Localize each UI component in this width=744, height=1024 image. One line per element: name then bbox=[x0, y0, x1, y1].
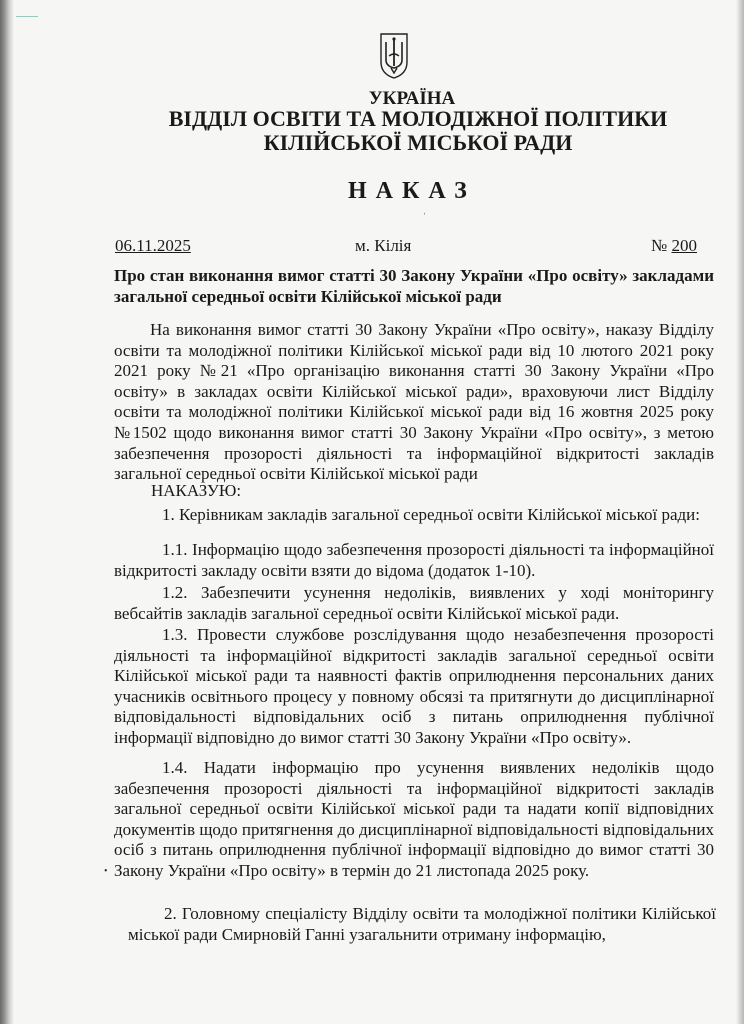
department-heading-line2: КІЛІЙСЬКОЇ МІСЬКОЇ РАДИ bbox=[263, 130, 573, 155]
order-item-1-3: 1.3. Провести службове розслідування щодо незабезпечення прозорості діяльності та інформаційної відкритості закладів загальної середньої освіти Кілійської міської ради та наявності фактів оприлюднення персональних даних учасників освітнього процесу у повному обсязі та притягнути до дисциплінарної відповідальності відповідальних осіб з питань оприлюднення публічної інформації відповідно до вимог статті 30 Закону України «Про освіту». bbox=[114, 625, 714, 747]
order-number bbox=[651, 236, 697, 256]
department-heading-line1: ВІДДІЛ ОСВІТИ ТА МОЛОДІЖНОЇ ПОЛІТИКИ bbox=[168, 106, 668, 131]
order-subject: Про стан виконання вимог статті 30 Закону України «Про освіту» закладами загальної середньої освіти Кілійської міської ради bbox=[114, 266, 714, 306]
order-item-1-4: 1.4. Надати інформацію про усунення виявлених недоліків щодо забезпечення прозорості діяльності та інформаційної відкритості закладів загальної середньої освіти Кілійської міської ради та надати копії відповідних документів щодо притягнення до дисциплінарної відповідальності відповідальних осіб з питань оприлюднення публічної інформації відповідно до вимог статті 30 Закону України «Про освіту» в термін до 21 листопада 2025 року. bbox=[114, 758, 714, 880]
order-city: м. Кілія bbox=[355, 236, 412, 255]
order-date: 06.11.2025 bbox=[115, 236, 191, 255]
order-item-1-2: 1.2. Забезпечити усунення недоліків, виявлених у ході моніторингу вебсайтів закладів загальної середньої освіти Кілійської міської ради. bbox=[114, 583, 714, 623]
order-keyword: НАКАЗУЮ: bbox=[151, 481, 242, 500]
corner-mark bbox=[16, 16, 38, 27]
order-number-value: 200 bbox=[671, 236, 697, 255]
order-item-2: 2. Головному спеціалісту Відділу освіти та молодіжної політики Кілійської міської ради Смирновій Ганні узагальнити отриману інформацію, bbox=[128, 904, 716, 944]
scan-shadow-left bbox=[0, 0, 14, 1024]
trident-coat-of-arms-icon bbox=[378, 32, 410, 80]
order-item-1: 1. Керівникам закладів загальної середньої освіти Кілійської міської ради: bbox=[162, 505, 700, 524]
country-heading: УКРАЇНА bbox=[368, 88, 456, 109]
order-item-1-1: 1.1. Інформацію щодо забезпечення прозорості діяльності та інформаційної відкритості закладу освіти взяти до відома (додаток 1-10). bbox=[114, 540, 714, 580]
preamble-paragraph: На виконання вимог статті 30 Закону України «Про освіту», наказу Відділу освіти та молодіжної політики Кілійської міської ради від 10 лютого 2021 року 2021 року №21 «Про організацію виконання статті 30 Закону України «Про освіту» в закладах освіти Кілійської міської ради», враховуючи лист Відділу освіти та молодіжної політики Кілійської міської ради від 16 жовтня 2025 року №1502 щодо виконання вимог статті 30 Закону України «Про освіту», з метою забезпечення прозорості діяльності та інформаційної відкритості закладів загальної середньої освіти Кілійської міської ради bbox=[114, 320, 714, 484]
scan-speck: ˈ bbox=[423, 212, 427, 223]
order-number-prefix: № bbox=[651, 236, 672, 255]
document-type-title: НАКАЗ bbox=[348, 178, 476, 204]
margin-speck: • bbox=[104, 866, 108, 877]
